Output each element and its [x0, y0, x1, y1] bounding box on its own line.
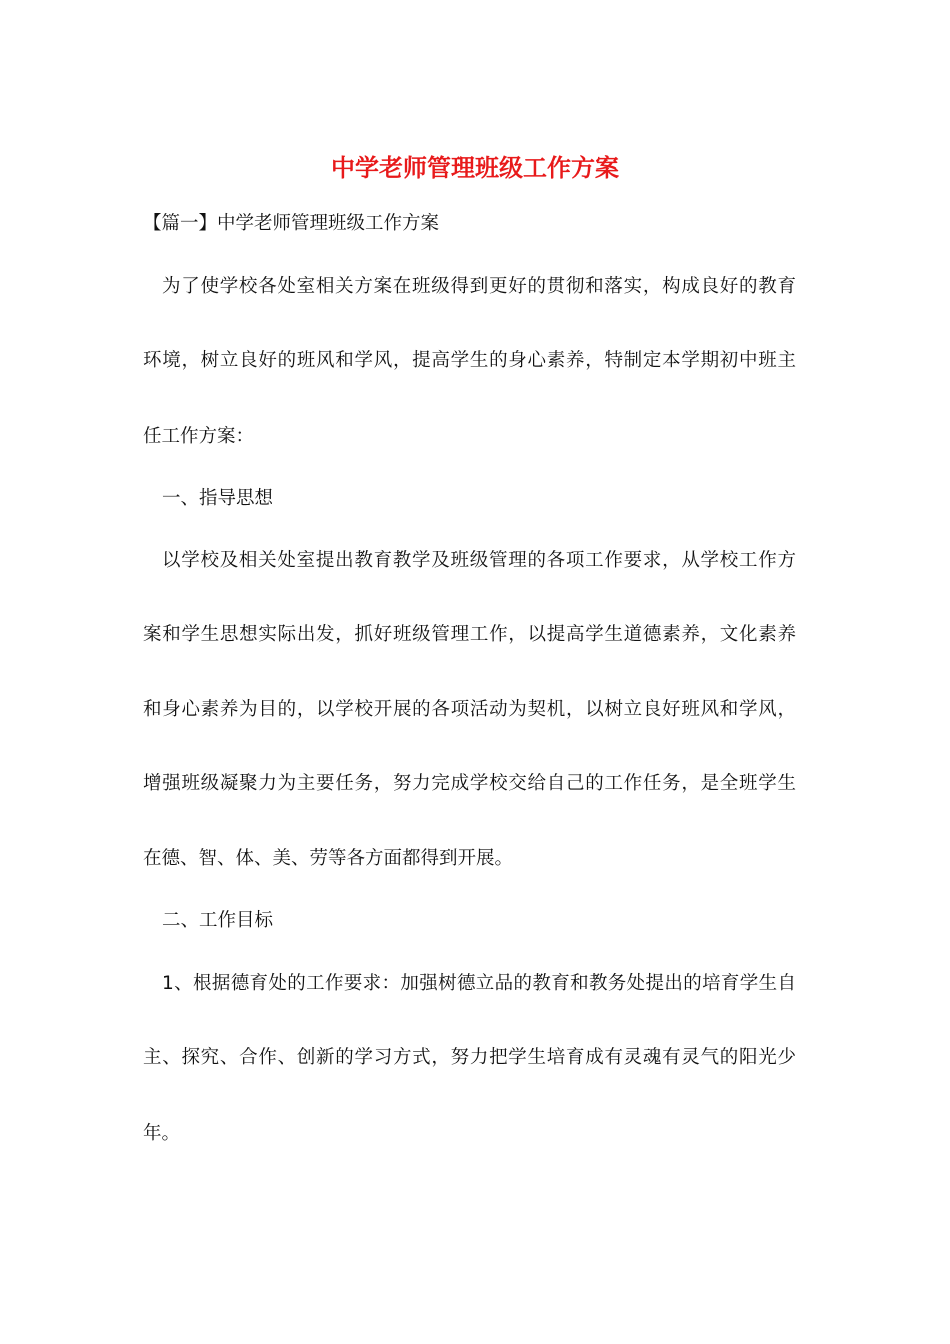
- paragraph-line: 以学校及相关处室提出教育教学及班级管理的各项工作要求，从学校工作方: [162, 550, 796, 571]
- paragraph-line: 任工作方案：: [143, 426, 255, 447]
- paragraph-line: 1、根据德育处的工作要求：加强树德立品的教育和教务处提出的培育学生自: [162, 973, 796, 994]
- paragraph-line: 在德、智、体、美、劳等各方面都得到开展。: [143, 848, 514, 869]
- document-title: 中学老师管理班级工作方案: [331, 153, 619, 182]
- paragraph-line: 案和学生思想实际出发，抓好班级管理工作，以提高学生道德素养，文化素养: [143, 624, 796, 645]
- paragraph-line: 环境，树立良好的班风和学风，提高学生的身心素养，特制定本学期初中班主: [143, 350, 796, 371]
- section-heading-part-one: 【篇一】中学老师管理班级工作方案: [143, 213, 440, 234]
- paragraph-line: 年。: [143, 1123, 181, 1144]
- section-heading-work-goals: 二、工作目标: [162, 910, 274, 931]
- paragraph-line: 增强班级凝聚力为主要任务，努力完成学校交给自己的工作任务，是全班学生: [143, 773, 796, 794]
- paragraph-line: 主、探究、合作、创新的学习方式，努力把学生培育成有灵魂有灵气的阳光少: [143, 1047, 796, 1068]
- paragraph-line: 和身心素养为目的，以学校开展的各项活动为契机，以树立良好班风和学风，: [143, 699, 796, 720]
- paragraph-line: 为了使学校各处室相关方案在班级得到更好的贯彻和落实，构成良好的教育: [162, 276, 796, 297]
- section-heading-guiding-thought: 一、指导思想: [162, 488, 274, 509]
